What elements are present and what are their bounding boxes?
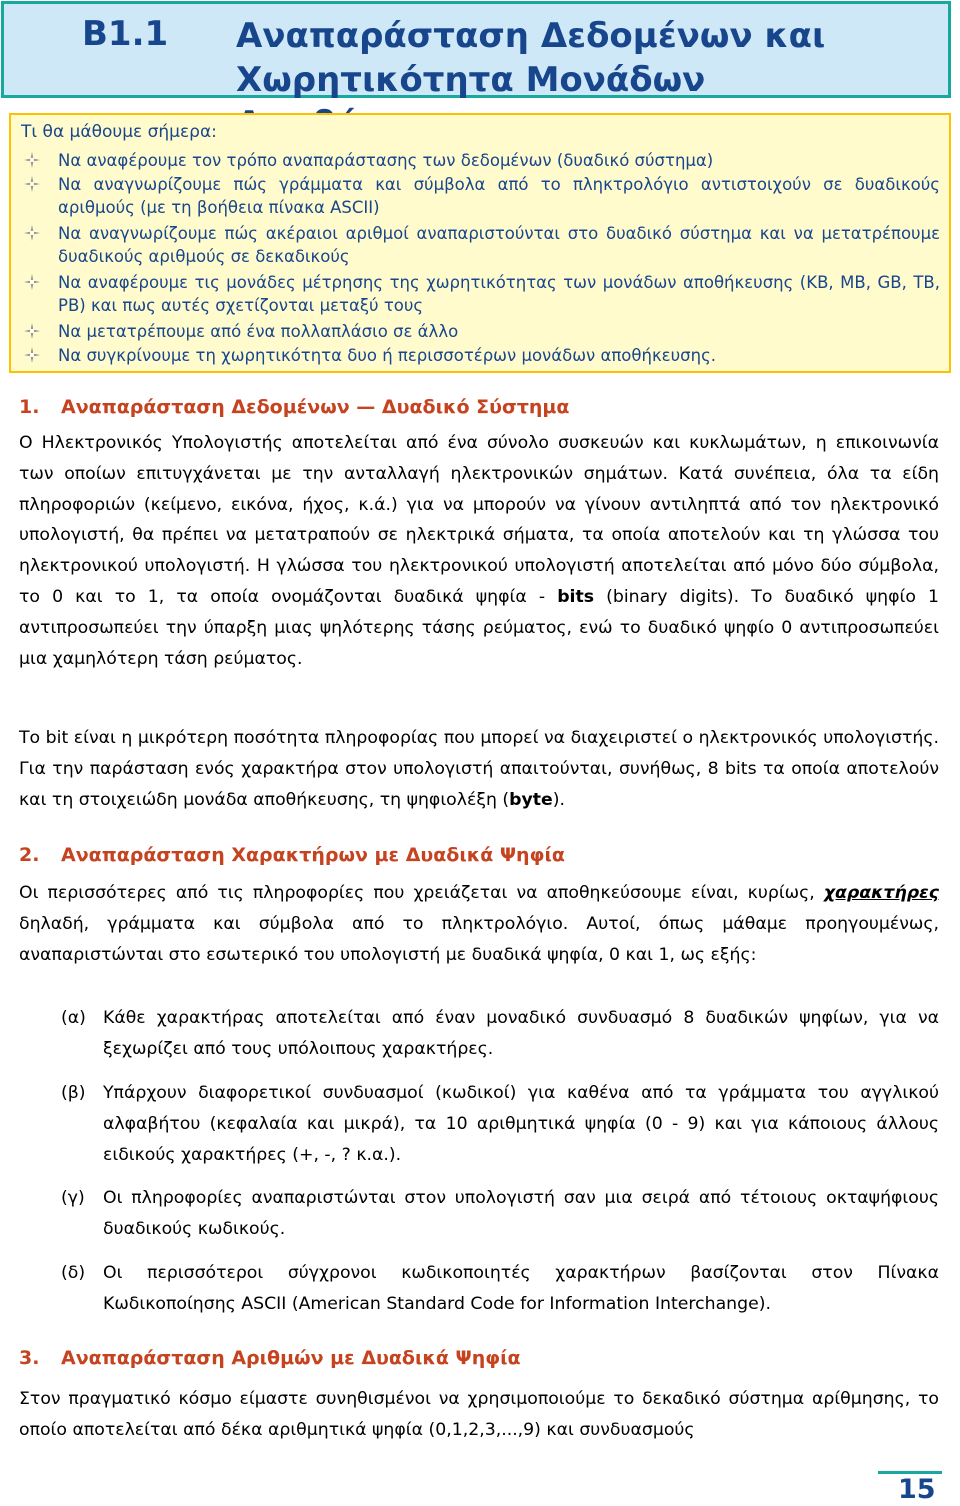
bold-term: byte — [509, 789, 553, 810]
objective-text: Να αναφέρουμε τις μονάδες μέτρησης της χωρητικότητας των μονάδων αποθήκευσης (KB, MB, GB, TB, PB) και πως αυτές σχετίζονται μεταξύ τους — [58, 273, 940, 316]
list-text: Οι περισσότεροι σύγχρονοι κωδικοποιητές χαρακτήρων βασίζονται στον Πίνακα Κωδικοποίησης ASCII (American Standard Code for Information Interchange). — [103, 1263, 939, 1314]
objective-text: Να αναγνωρίζουμε πώς ακέραιοι αριθμοί αναπαριστούνται στο δυαδικό σύστημα και να μετατρέπουμε δυαδικούς αριθμούς σε δεκαδικούς — [58, 224, 940, 267]
list-item — [61, 1003, 939, 1065]
sparkle-bullet-icon — [24, 274, 40, 290]
objective-text: Να αναγνωρίζουμε πώς γράμματα και σύμβολα από το πληκτρολόγιο αντιστοιχούν σε δυαδικούς αριθμούς (με τη βοήθεια πίνακα ASCII) — [58, 175, 940, 218]
emphasized-term: χαρακτήρες — [823, 883, 939, 903]
list-label: (γ) — [61, 1188, 85, 1208]
paragraph-text: Οι περισσότερες από τις πληροφορίες που χρειάζεται να αποθηκεύσουμε είναι, κυρίως, — [19, 883, 824, 903]
list-item — [61, 1183, 939, 1245]
sparkle-bullet-icon — [24, 152, 40, 168]
list-label: (δ) — [61, 1263, 86, 1283]
section-title: Αναπαράσταση Χαρακτήρων με Δυαδικά Ψηφία — [61, 844, 565, 866]
sparkle-bullet-icon — [24, 323, 40, 339]
section-2-heading — [19, 844, 565, 866]
list-text: Κάθε χαρακτήρας αποτελείται από έναν μοναδικό συνδυασμό 8 δυαδικών ψηφίων, για να ξεχωρίζει από τους υπόλοιπους χαρακτήρες. — [103, 1008, 939, 1059]
chapter-code: B1.1 — [82, 14, 169, 54]
objective-item — [24, 271, 940, 318]
bold-term: bits — [557, 586, 595, 607]
sparkle-bullet-icon — [24, 347, 40, 363]
list-text: Οι πληροφορίες αναπαριστώνται στον υπολογιστή σαν μια σειρά από τέτοιους οκταψήφιους δυαδικούς κωδικούς. — [103, 1188, 939, 1239]
paragraph-text: Το bit είναι η μικρότερη ποσότητα πληροφορίας που μπορεί να διαχειριστεί ο ηλεκτρονικός υπολογιστής. Για την παράσταση ενός χαρακτήρα στον υπολογιστή απαιτούνται, συνήθως, 8 bits τα οποία αποτελούν και τη στοιχειώδη μονάδα αποθήκευσης, τη ψηφιολέξη ( — [19, 728, 939, 810]
sparkle-bullet-icon — [24, 176, 40, 192]
section-2-paragraph — [19, 878, 939, 970]
sparkle-bullet-icon — [24, 225, 40, 241]
chapter-header — [1, 1, 951, 98]
paragraph-text: δηλαδή, γράμματα και σύμβολα από το πληκτρολόγιο. Αυτοί, όπως μάθαμε προηγουμένως, αναπαριστώνται στο εσωτερικό του υπολογιστή με δυαδικά ψηφία, 0 και 1, ως εξής: — [19, 913, 939, 965]
list-item — [61, 1078, 939, 1170]
objective-item — [24, 173, 940, 220]
section-3-paragraph: Στον πραγματικό κόσμο είμαστε συνηθισμένοι να χρησιμοποιούμε το δεκαδικό σύστημα αρίθμησης, το οποίο αποτελείται από δέκα αριθμητικά ψηφία (0,1,2,3,...,9) και συνδυασμούς — [19, 1389, 939, 1440]
list-item — [61, 1258, 939, 1320]
section-number: 3. — [19, 1347, 40, 1369]
paragraph-text: ). — [552, 789, 566, 810]
section-number: 1. — [19, 396, 40, 418]
section-3-heading — [19, 1347, 521, 1369]
paragraph-text: (binary digits). Το δυαδικό ψηφίο 1 αντιπροσωπεύει την ύπαρξη μιας ψηλότερης τάσης ρεύματος, ενώ το δυαδικό ψηφίο 0 αντιπροσωπεύει μια χαμηλότερη τάση ρεύματος. — [19, 586, 940, 669]
section-number: 2. — [19, 844, 40, 866]
objective-text: Να αναφέρουμε τον τρόπο αναπαράστασης των δεδομένων (δυαδικό σύστημα) — [58, 151, 714, 170]
objective-text: Να μετατρέπουμε από ένα πολλαπλάσιο σε άλλο — [58, 322, 459, 341]
objective-item — [24, 149, 940, 172]
chapter-title: Αναπαράσταση Δεδομένων και Χωρητικότητα Μονάδων — [236, 16, 826, 100]
list-text: Υπάρχουν διαφορετικοί συνδυασμοί (κωδικοί) για καθένα από τα γράμματα του αγγλικού αλφαβήτου (κεφαλαία και μικρά), τα 10 αριθμητικά ψηφία (0 - 9) και για κάποιους άλλους ειδικούς χαρακτήρες (+, -, ? κ.α.). — [103, 1083, 939, 1165]
objective-text: Να συγκρίνουμε τη χωρητικότητα δυο ή περισσοτέρων μονάδων αποθήκευσης. — [58, 346, 716, 365]
section-1-paragraph-2 — [19, 723, 939, 815]
objective-item — [24, 222, 940, 269]
list-label: (α) — [61, 1008, 86, 1028]
section-title: Αναπαράσταση Αριθμών με Δυαδικά Ψηφία — [61, 1347, 521, 1369]
page-number: 15 — [898, 1474, 936, 1505]
paragraph-text: Ο Ηλεκτρονικός Υπολογιστής αποτελείται από ένα σύνολο συσκευών και κυκλωμάτων, η επικοινωνία των οποίων επιτυγχάνεται με την ανταλλαγή ηλεκτρονικών σημάτων. Κατά συνέπεια, όλα τα είδη πληροφοριών (κείμενο, εικόνα, ήχος, κ.ά.) για να μπορούν να γίνουν αντιληπτά από τον ηλεκτρονικό υπολογιστή, θα πρέπει να μετατραπούν σε ηλεκτρικά σήματα, τα οποία αποτελούν και τη γλώσσα του ηλεκτρονικού υπολογιστή. Η γλώσσα του ηλεκτρονικού υπολογιστή αποτελείται από μόνο δύο σύμβολα, το 0 και το 1, τα οποία ονομάζονται δυαδικά ψηφία - — [19, 433, 939, 607]
objective-item — [24, 320, 940, 343]
section-title: Αναπαράσταση Δεδομένων — Δυαδικό Σύστημα — [61, 396, 570, 418]
learning-objectives-box — [9, 113, 951, 373]
objective-item — [24, 344, 940, 367]
section-1-heading — [19, 396, 569, 418]
section-1-paragraph-1 — [19, 428, 939, 674]
objectives-heading: Τι θα μάθουμε σήμερα: — [21, 122, 217, 142]
list-label: (β) — [61, 1083, 86, 1103]
